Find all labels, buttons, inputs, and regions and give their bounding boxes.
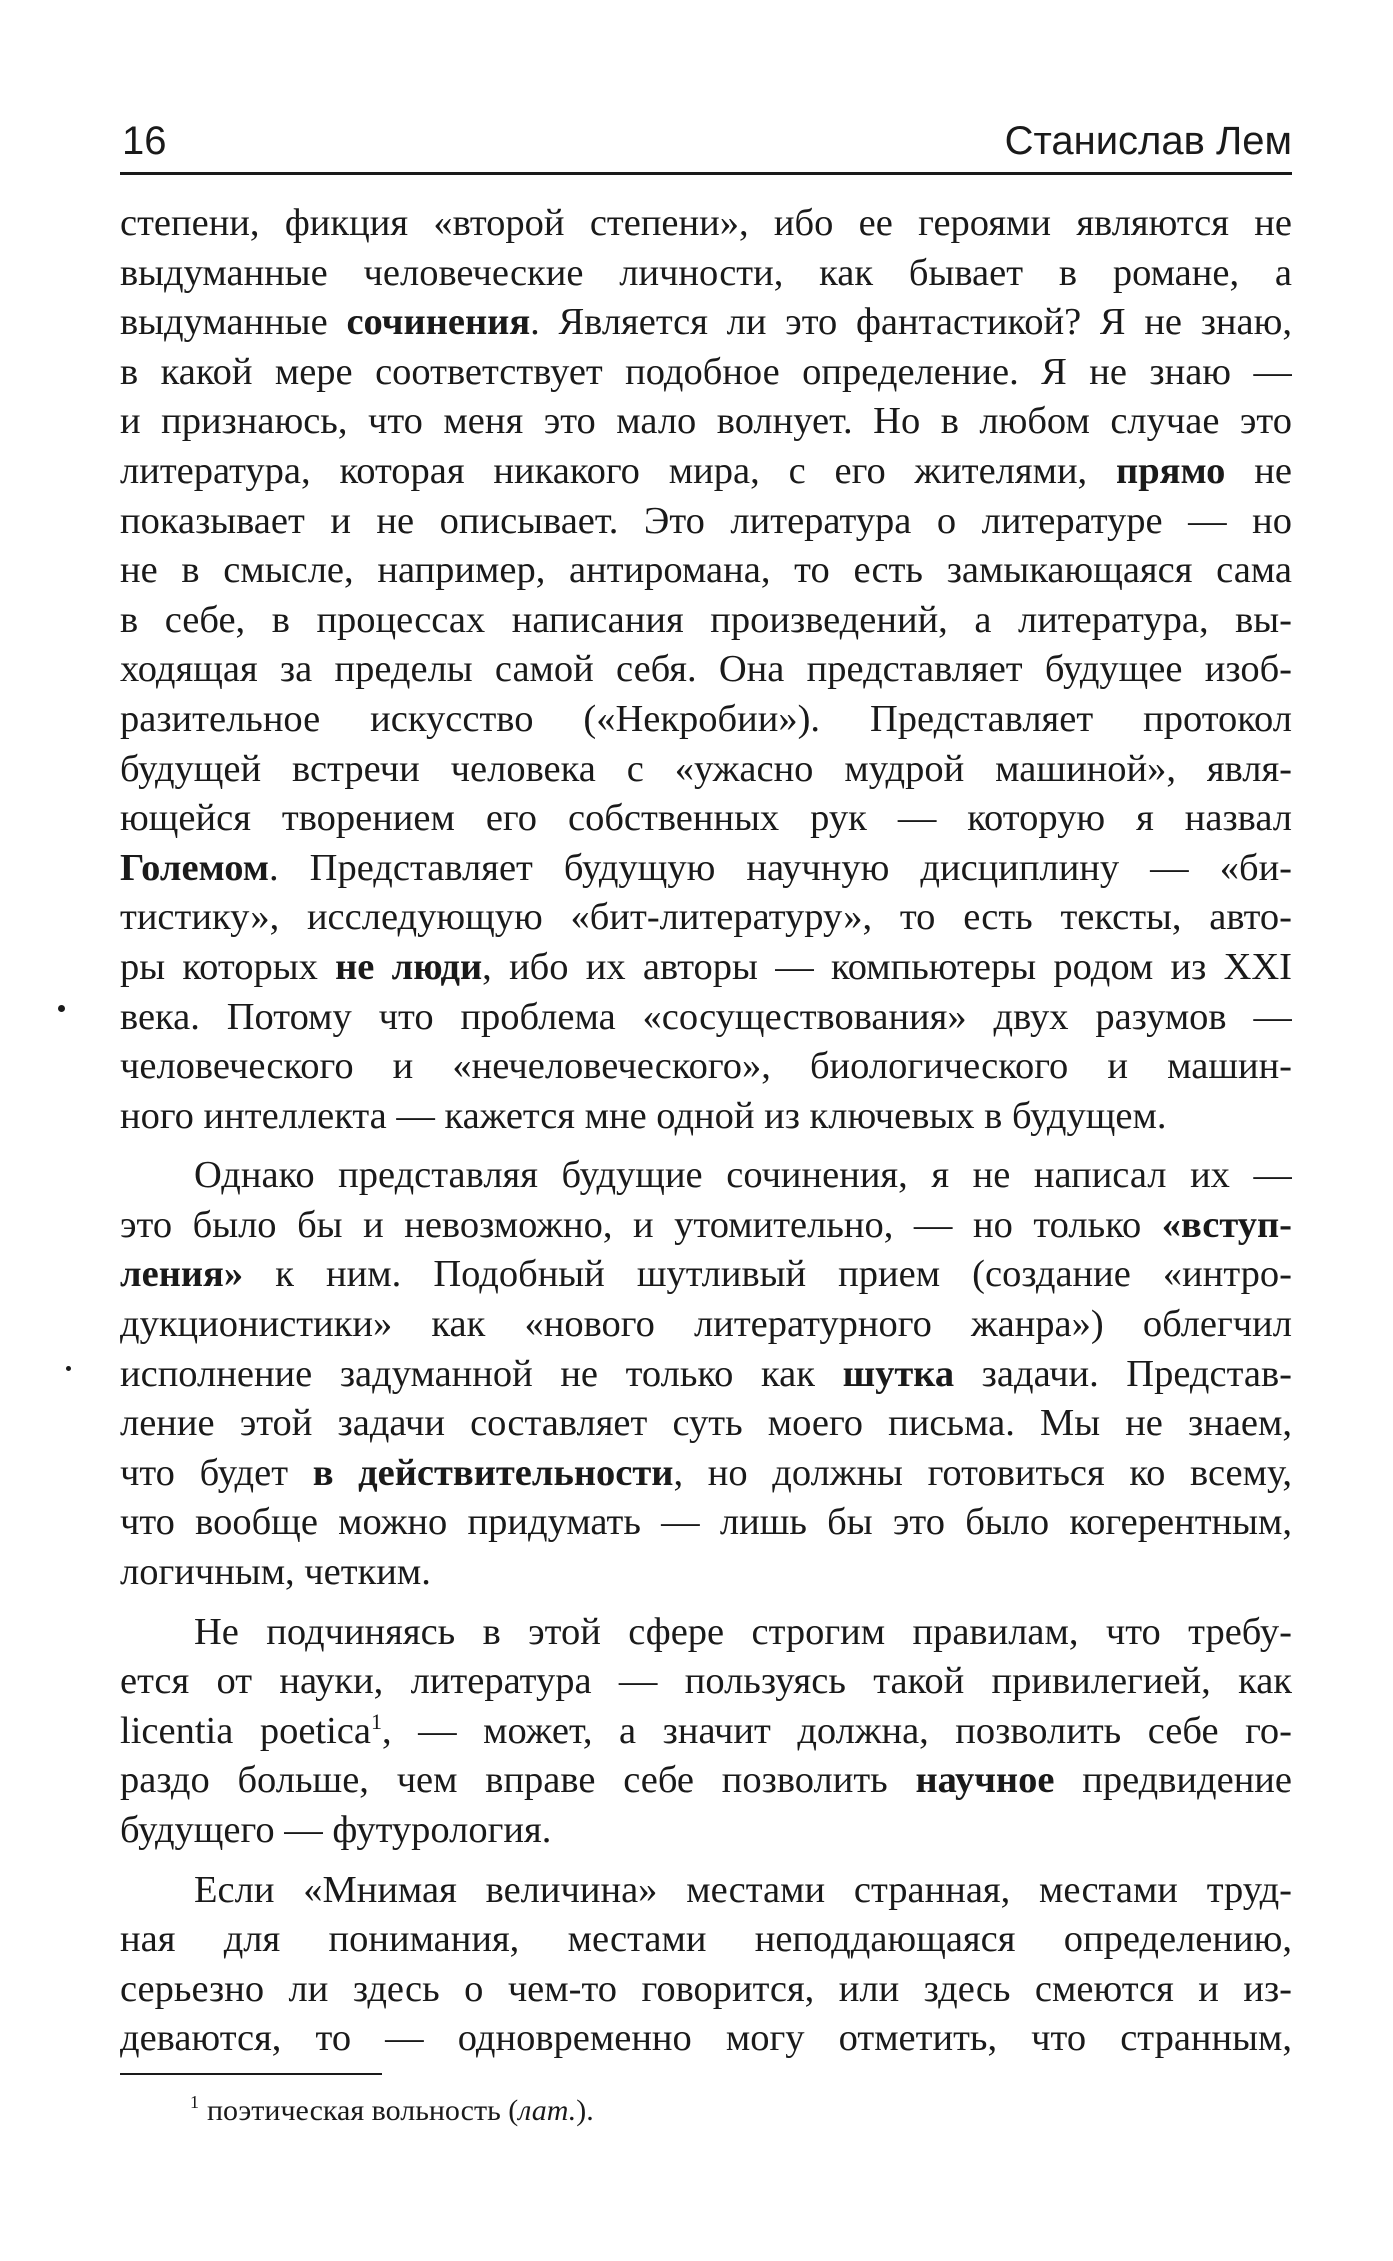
text-line bbox=[120, 1866, 1292, 1916]
text-line bbox=[120, 1151, 1292, 1201]
text-run: тистику», исследующую «бит-литературу», то есть тексты, авто- bbox=[120, 896, 1292, 939]
text-line bbox=[120, 695, 1292, 745]
running-head-author: Станислав Лем bbox=[1004, 119, 1292, 163]
text-run: задачи. Представ- bbox=[954, 1352, 1292, 1395]
bold-term: сочинения bbox=[346, 301, 531, 344]
text-run: разительное искусство («Некробии»). Представляет протокол bbox=[120, 697, 1292, 740]
text-run: ходящая за пределы самой себя. Она представляет будущее изоб- bbox=[120, 648, 1292, 691]
text-line bbox=[120, 1548, 1292, 1598]
text-run: , — может, а значит должна, позволить себе го- bbox=[381, 1709, 1292, 1752]
text-line bbox=[120, 447, 1292, 497]
text-run: человеческого и «нечеловеческого», биологического и машин- bbox=[120, 1045, 1292, 1088]
text-run: в какой мере соответствует подобное определение. Я не знаю — bbox=[120, 350, 1292, 393]
footnote-rule bbox=[120, 2073, 382, 2075]
text-run: что вообще можно придумать — лишь бы это было когерентным, bbox=[120, 1501, 1292, 1544]
text-run: будущей встречи человека с «ужасно мудрой машиной», явля- bbox=[120, 747, 1292, 790]
text-run: Если «Мнимая величина» местами странная, местами труд- bbox=[194, 1868, 1292, 1911]
text-line bbox=[120, 1806, 1292, 1856]
text-run: к ним. Подобный шутливый прием (создание «интро- bbox=[243, 1253, 1292, 1296]
text-run: не в смысле, например, антиромана, то есть замыкающаяся сама bbox=[120, 549, 1292, 592]
text-run: Не подчиняясь в этой сфере строгим правилам, что требу- bbox=[194, 1610, 1292, 1653]
bold-term: научное bbox=[915, 1759, 1055, 1802]
text-run: ная для понимания, местами неподдающаяся определению, bbox=[120, 1918, 1292, 1961]
text-run: ного интеллекта — кажется мне одной из ключевых в будущем. bbox=[120, 1094, 1167, 1137]
text-line bbox=[120, 1042, 1292, 1092]
text-line bbox=[120, 1915, 1292, 1965]
text-line bbox=[120, 1608, 1292, 1658]
text-run: деваются, то — одновременно могу отметить, что странным, bbox=[120, 2017, 1292, 2060]
bold-term: в действительности bbox=[312, 1451, 674, 1494]
print-speck bbox=[66, 1366, 71, 1371]
text-line bbox=[120, 546, 1292, 596]
text-run: что будет bbox=[120, 1451, 313, 1494]
text-run: ление этой задачи составляет суть моего письма. Мы не знаем, bbox=[120, 1402, 1292, 1445]
bold-term: не люди bbox=[335, 945, 483, 988]
text-run: , но должны готовиться ко всему, bbox=[673, 1451, 1292, 1494]
text-run: выдуманные bbox=[120, 301, 347, 344]
text-line bbox=[120, 844, 1292, 894]
text-line bbox=[120, 1250, 1292, 1300]
text-line bbox=[120, 1092, 1292, 1142]
footnote-marker: 1 bbox=[190, 2092, 199, 2112]
text-line bbox=[120, 1300, 1292, 1350]
text-run: показывает и не описывает. Это литература о литературе — но bbox=[120, 499, 1292, 542]
bold-term: ления» bbox=[120, 1253, 244, 1296]
text-run: . Является ли это фантастикой? Я не знаю, bbox=[530, 301, 1292, 344]
text-line bbox=[120, 348, 1292, 398]
text-run: . Представляет будущую научную дисциплину — «би- bbox=[269, 846, 1292, 889]
text-run: логичным, четким. bbox=[120, 1551, 431, 1594]
bold-term: Големом bbox=[120, 846, 269, 889]
text-line bbox=[120, 993, 1292, 1043]
text-line bbox=[120, 943, 1292, 993]
text-run: дукционистики» как «нового литературного жанра») облегчил bbox=[120, 1303, 1292, 1346]
paragraph bbox=[120, 1608, 1292, 1856]
text-line bbox=[120, 497, 1292, 547]
text-run: предвидение bbox=[1054, 1759, 1292, 1802]
paragraph-gap bbox=[120, 1856, 1292, 1866]
text-run: степени, фикция «второй степени», ибо ее героями являются не bbox=[120, 202, 1292, 244]
text-line bbox=[120, 298, 1292, 348]
bold-term: шутка bbox=[842, 1352, 955, 1395]
text-run: и признаюсь, что меня это мало волнует. Но в любом случае это bbox=[120, 400, 1292, 443]
text-run: ется от науки, литература — пользуясь такой привилегией, как bbox=[120, 1660, 1292, 1703]
text-line bbox=[120, 1350, 1292, 1400]
text-line bbox=[120, 1707, 1292, 1757]
text-run: ющейся творением его собственных рук — которую я назвал bbox=[120, 797, 1292, 840]
running-header bbox=[120, 108, 1292, 174]
text-line bbox=[120, 1201, 1292, 1251]
paragraph bbox=[120, 1866, 1292, 2064]
header-rule bbox=[120, 172, 1292, 175]
text-line bbox=[120, 249, 1292, 299]
text-run: серьезно ли здесь о чем-то говорится, или здесь смеются и из- bbox=[120, 1967, 1292, 2010]
text-run: века. Потому что проблема «сосуществования» двух разумов — bbox=[120, 995, 1292, 1038]
page-number: 16 bbox=[122, 119, 167, 163]
text-line bbox=[120, 596, 1292, 646]
text-run: , ибо их авторы — компьютеры родом из XXI bbox=[482, 945, 1292, 988]
footnote-italic: лат. bbox=[518, 2094, 577, 2127]
footnote-tail: ). bbox=[576, 2094, 594, 2127]
paragraph-gap bbox=[120, 1598, 1292, 1608]
text-line bbox=[120, 794, 1292, 844]
text-line bbox=[120, 397, 1292, 447]
text-run: Однако представляя будущие сочинения, я не написал их — bbox=[194, 1154, 1292, 1197]
paragraph-gap bbox=[120, 1141, 1292, 1151]
text-run: не bbox=[1225, 449, 1292, 492]
text-run: в себе, в процессах написания произведений, а литература, вы- bbox=[120, 598, 1292, 641]
text-run: licentia poetica bbox=[120, 1709, 371, 1752]
footnote bbox=[190, 2089, 594, 2133]
paragraph bbox=[120, 1151, 1292, 1597]
text-run: ры которых bbox=[120, 945, 336, 988]
text-line bbox=[120, 1657, 1292, 1707]
main-text bbox=[120, 199, 1292, 2064]
text-line bbox=[120, 199, 1292, 249]
text-line bbox=[120, 893, 1292, 943]
text-run: раздо больше, чем вправе себе позволить bbox=[120, 1759, 916, 1802]
text-line bbox=[120, 2014, 1292, 2064]
text-line bbox=[120, 645, 1292, 695]
text-line bbox=[120, 1399, 1292, 1449]
bold-term: «вступ- bbox=[1161, 1203, 1292, 1246]
text-line bbox=[120, 1449, 1292, 1499]
text-run: литература, которая никакого мира, с его жителями, bbox=[120, 449, 1117, 492]
print-speck bbox=[58, 1005, 65, 1012]
bold-term: прямо bbox=[1116, 449, 1226, 492]
text-run: будущего — футурология. bbox=[120, 1809, 552, 1851]
text-line bbox=[120, 1498, 1292, 1548]
text-line bbox=[120, 1965, 1292, 2015]
footnote-text: поэтическая вольность ( bbox=[207, 2094, 519, 2127]
paragraph bbox=[120, 199, 1292, 1141]
text-line bbox=[120, 745, 1292, 795]
text-run: исполнение задуманной не только как bbox=[120, 1352, 843, 1395]
footnote-reference: 1 bbox=[370, 1708, 382, 1734]
text-run: выдуманные человеческие личности, как бывает в романе, а bbox=[120, 251, 1292, 294]
text-line bbox=[120, 1756, 1292, 1806]
text-run: это было бы и невозможно, и утомительно, — но только bbox=[120, 1203, 1162, 1246]
